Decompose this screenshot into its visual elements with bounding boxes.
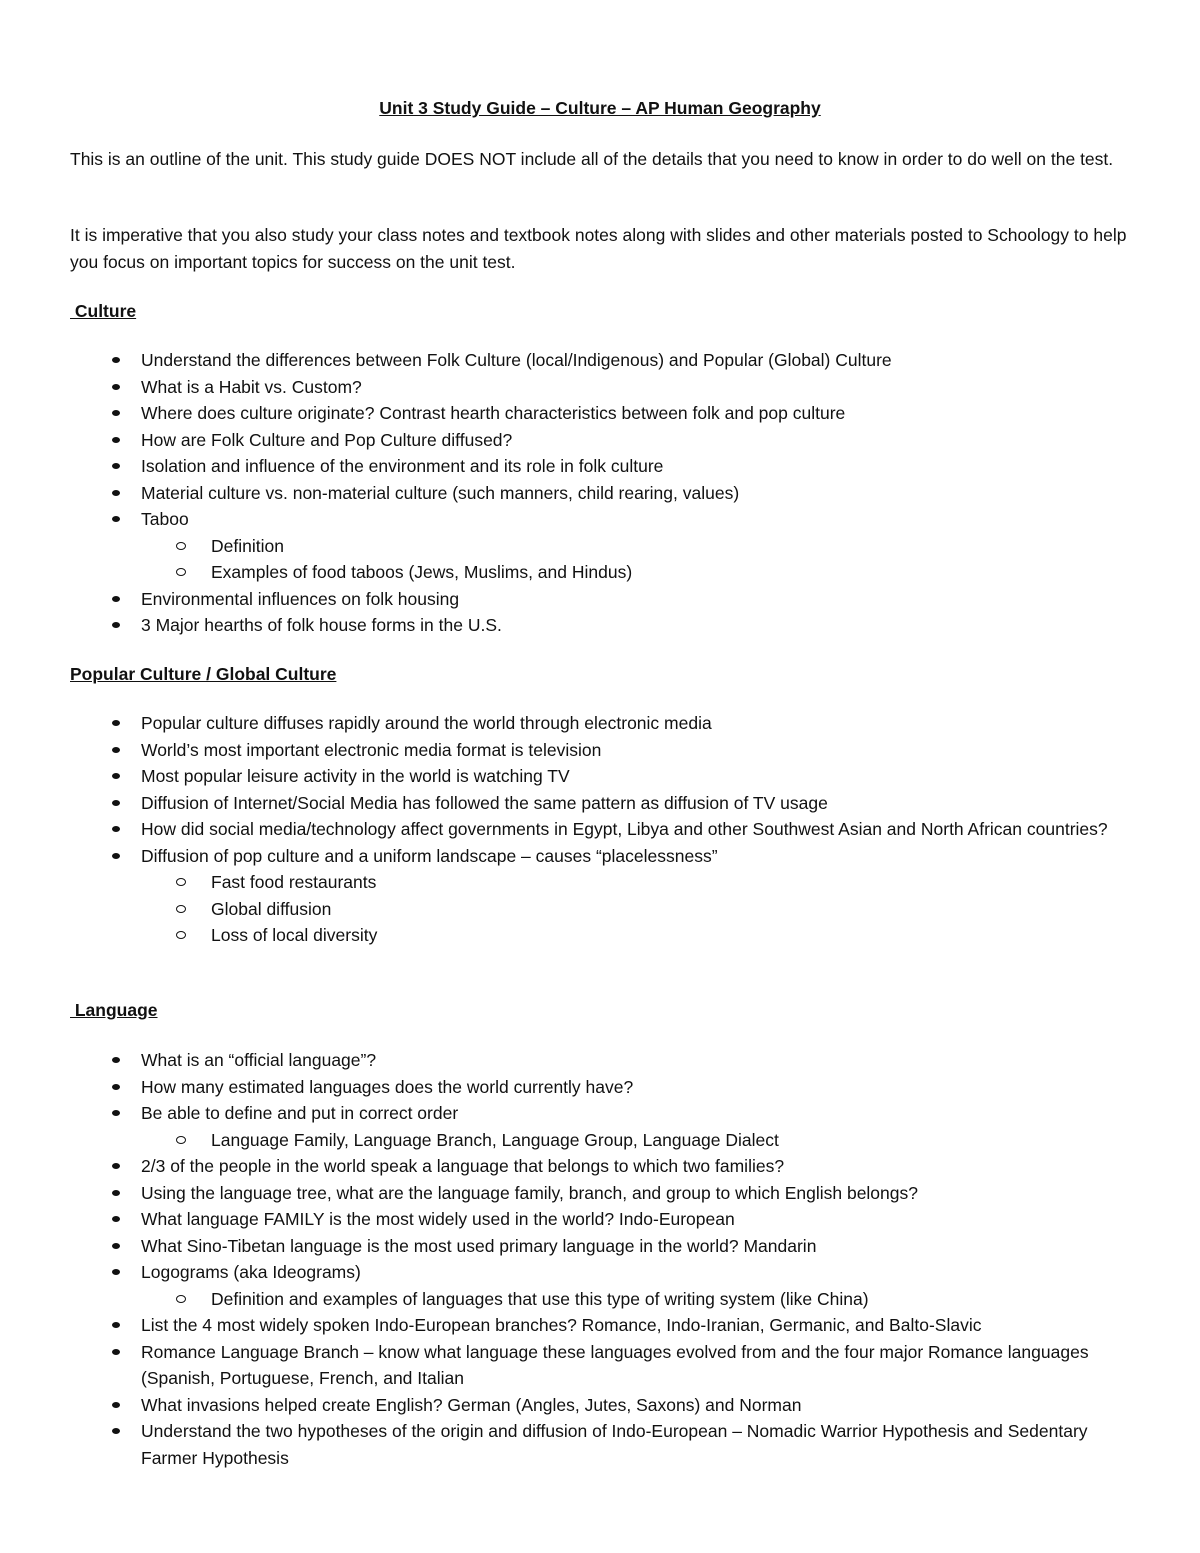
sub-list-item: Definition	[0, 533, 1200, 560]
list-item: Be able to define and put in correct order	[0, 1100, 1200, 1127]
list-item: 3 Major hearths of folk house forms in the U.S.	[0, 612, 1200, 639]
section-heading-popular-culture: Popular Culture / Global Culture	[70, 664, 337, 684]
list-item: List the 4 most widely spoken Indo-European branches? Romance, Indo-Iranian, Germanic, and Balto-Slavic	[0, 1312, 1200, 1339]
list-item: Logograms (aka Ideograms)	[0, 1259, 1200, 1286]
list-item: Using the language tree, what are the language family, branch, and group to which English belongs?	[0, 1180, 1200, 1207]
list-item: 2/3 of the people in the world speak a language that belongs to which two families?	[0, 1153, 1200, 1180]
list-item: What language FAMILY is the most widely used in the world? Indo-European	[0, 1206, 1200, 1233]
list-item: Taboo	[0, 506, 1200, 533]
culture-list	[0, 347, 1200, 639]
list-item: Environmental influences on folk housing	[0, 586, 1200, 613]
list-item: What is an “official language”?	[0, 1047, 1200, 1074]
list-item: Diffusion of pop culture and a uniform landscape – causes “placelessness”	[0, 843, 1200, 870]
list-item: Most popular leisure activity in the world is watching TV	[0, 763, 1200, 790]
list-item: Romance Language Branch – know what language these languages evolved from and the four major Romance languages (Spanish, Portuguese, French, and Italian	[0, 1339, 1200, 1392]
list-item: Material culture vs. non-material culture (such manners, child rearing, values)	[0, 480, 1200, 507]
sub-list-item: Language Family, Language Branch, Language Group, Language Dialect	[0, 1127, 1200, 1154]
list-item: World’s most important electronic media format is television	[0, 737, 1200, 764]
list-item: How many estimated languages does the world currently have?	[0, 1074, 1200, 1101]
intro-paragraph: This is an outline of the unit. This study guide DOES NOT include all of the details that you need to know in order to do well on the test.	[70, 149, 1114, 169]
list-item: How did social media/technology affect governments in Egypt, Libya and other Southwest Asian and North African countries?	[0, 816, 1200, 843]
sub-list-item: Fast food restaurants	[0, 869, 1200, 896]
list-item: Where does culture originate? Contrast hearth characteristics between folk and pop culture	[0, 400, 1200, 427]
sub-list-item: Examples of food taboos (Jews, Muslims, and Hindus)	[0, 559, 1200, 586]
section-heading-culture: Culture	[70, 301, 137, 321]
sub-list-item: Definition and examples of languages that use this type of writing system (like China)	[0, 1286, 1200, 1313]
page-title: Unit 3 Study Guide – Culture – AP Human Geography	[379, 98, 821, 118]
list-item: Popular culture diffuses rapidly around the world through electronic media	[0, 710, 1200, 737]
list-item: Understand the two hypotheses of the origin and diffusion of Indo-European – Nomadic Warrior Hypothesis and Sedentary Farmer Hypothesis	[0, 1418, 1200, 1471]
list-item: What invasions helped create English? German (Angles, Jutes, Saxons) and Norman	[0, 1392, 1200, 1419]
popular-culture-list	[0, 710, 1200, 949]
list-item: Understand the differences between Folk Culture (local/Indigenous) and Popular (Global) Culture	[0, 347, 1200, 374]
list-item: Isolation and influence of the environment and its role in folk culture	[0, 453, 1200, 480]
language-list	[0, 1047, 1200, 1471]
sub-list-item: Global diffusion	[0, 896, 1200, 923]
section-heading-language: Language	[70, 1000, 158, 1020]
list-item: What Sino-Tibetan language is the most used primary language in the world? Mandarin	[0, 1233, 1200, 1260]
list-item: Diffusion of Internet/Social Media has followed the same pattern as diffusion of TV usage	[0, 790, 1200, 817]
list-item: What is a Habit vs. Custom?	[0, 374, 1200, 401]
intro-paragraph: It is imperative that you also study your class notes and textbook notes along with slides and other materials posted to Schoology to help you focus on important topics for success on the unit test.	[70, 225, 1127, 272]
sub-list-item: Loss of local diversity	[0, 922, 1200, 949]
list-item: How are Folk Culture and Pop Culture diffused?	[0, 427, 1200, 454]
